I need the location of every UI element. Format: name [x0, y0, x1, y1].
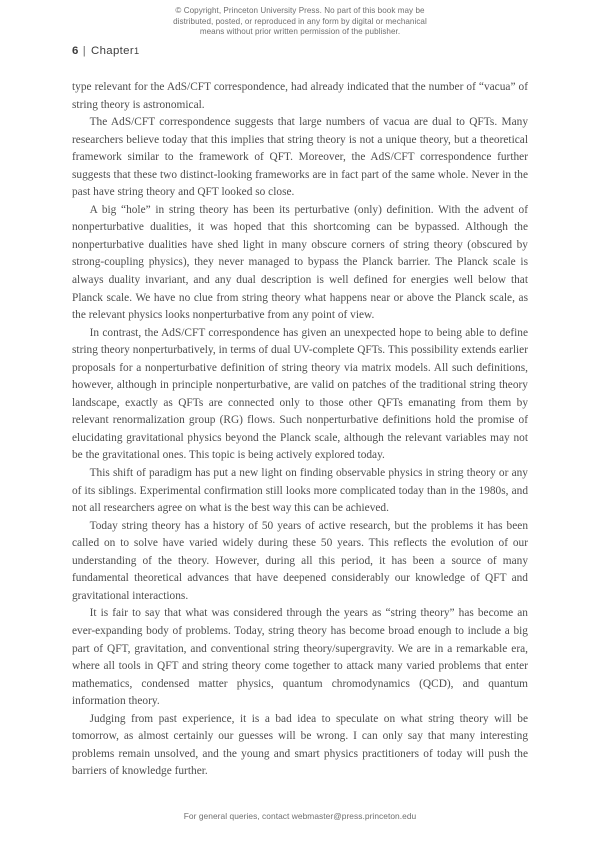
paragraph: Today string theory has a history of 50 years of active research, but the problems it has been called on to solve have varied widely during these 50 years. This reflects the evolution of our understanding of the theory. However, during all this period, it has been a source of many fundamental theoretical advances that have deepened considerably our knowledge of QFT and gravitational interactions. [72, 519, 528, 602]
paragraph: A big “hole” in string theory has been its perturbative (only) definition. With the advent of nonperturbative dualities, it was hoped that this shortcoming can be bypassed. Although the nonperturbative dualities have shed light in many obscure corners of string theory (obscured by strong-coupling physics), they never managed to bypass the Planck barrier. The Planck scale is always duality invariant, and any dual description is well defined for energies well below that Planck scale. We have no clue from string theory what happens near or above the Planck scale, as the relevant physics looks nonperturbative from any point of view. [72, 203, 528, 322]
footer-queries-line: For general queries, contact webmaster@press.princeton.edu [183, 811, 417, 821]
copyright-line-1: © Copyright, Princeton University Press. No part of this book may be [175, 6, 425, 15]
copyright-notice [0, 6, 600, 38]
paragraph: Judging from past experience, it is a bad idea to speculate on what string theory will be tomorrow, as almost certainly our guesses will be wrong. I can only say that many interesting problems remain unsolved, and the young and smart physics practitioners of today will push the barriers of knowledge further. [72, 712, 528, 778]
page-number: 6 [72, 45, 79, 57]
copyright-line-2: distributed, posted, or reproduced in any form by digital or mechanical [173, 16, 427, 26]
paragraph: type relevant for the AdS/CFT correspondence, had already indicated that the number of “vacua” of string theory is astronomical. [72, 81, 528, 111]
body-text [72, 79, 528, 781]
paragraph: This shift of paradigm has put a new light on finding observable physics in string theory or any of its siblings. Experimental confirmation still looks more complicated today than in the 1980s, and not all researchers agree on what is the best way this can be achieved. [72, 467, 528, 515]
running-head [72, 45, 139, 57]
copyright-line-3: means without prior written permission of the publisher. [199, 27, 401, 37]
chapter-label: Chapter [91, 45, 134, 57]
paragraph: It is fair to say that what was considered through the years as “string theory” has become an ever-expanding body of problems. Today, string theory has become broad enough to include a big part of QFT, gravitation, and conventional string theory/supergravity. We are in a remarkable era, where all tools in QFT and string theory come together to attack many varied problems that enter mathematics, condensed matter physics, quantum chromodynamics (QCD), and quantum information theory. [72, 607, 528, 708]
running-head-separator: | [82, 45, 86, 57]
chapter-number: 1 [133, 45, 140, 56]
paragraph: In contrast, the AdS/CFT correspondence has given an unexpected hope to being able to define string theory nonperturbatively, in terms of dual UV-complete QFTs. This possibility extends earlier proposals for a nonperturbative definition of string theory via matrix models. All such definitions, however, although in principle nonperturbative, are valid on patches of the traditional string theory landscape, exactly as QFTs are connected only to those other QFTs emanating from them by relevant renormalization group (RG) flows. Such nonperturbative definitions hold the promise of elucidating gravitational physics beyond the Planck scale, although the relevant variables may not be the gravitational ones. This topic is being actively explored today. [72, 326, 528, 462]
paragraph: The AdS/CFT correspondence suggests that large numbers of vacua are dual to QFTs. Many researchers believe today that this implies that string theory is not a unique theory, but a theoretical framework similar to the framework of QFT. Moreover, the AdS/CFT correspondence further suggests that these two distinct-looking frameworks are in fact part of the same whole. Never in the past have string theory and QFT looked so close. [72, 116, 528, 199]
